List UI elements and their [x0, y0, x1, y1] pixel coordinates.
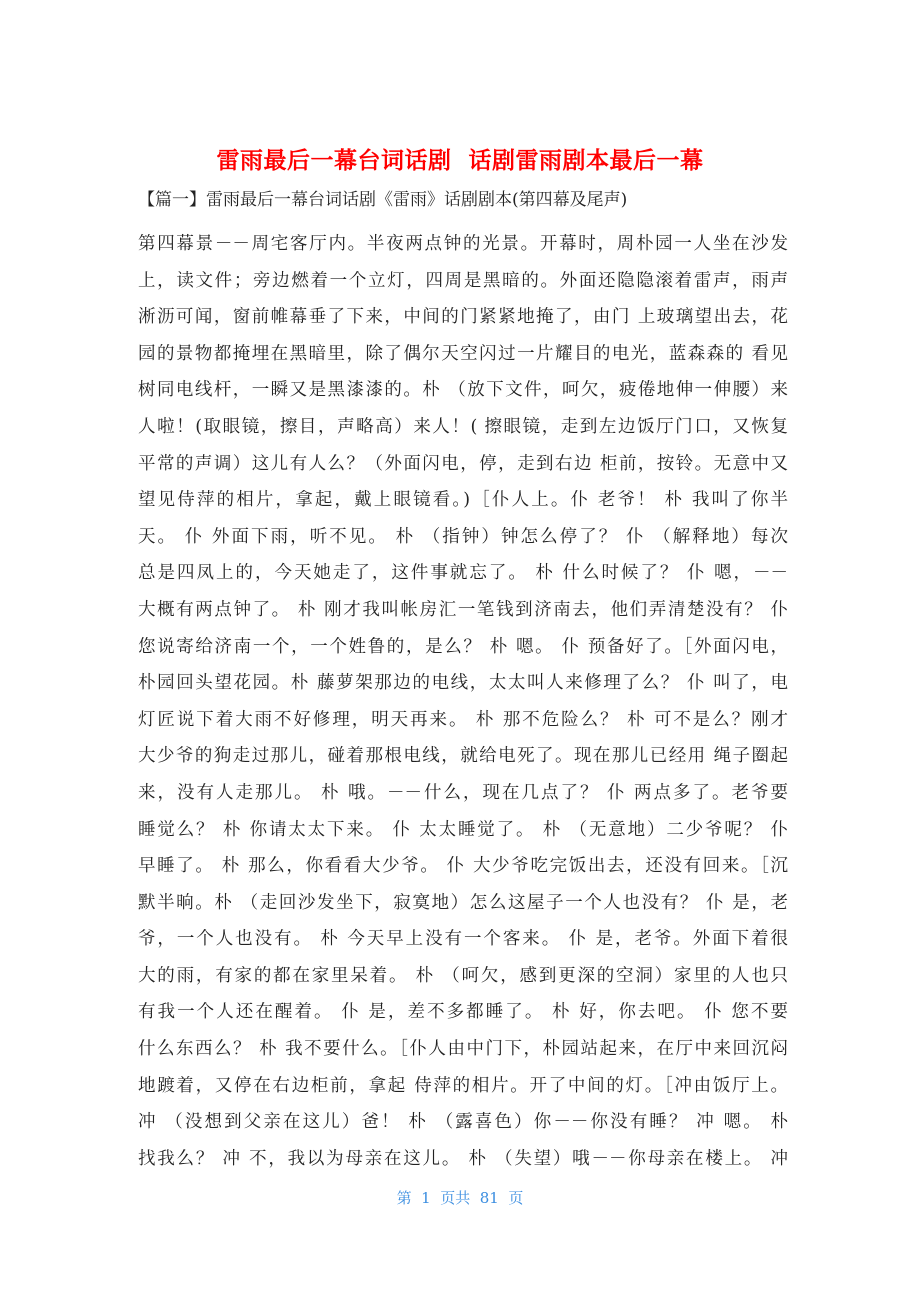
text-line: 地踱着，又停在右边柜前，拿起 侍萍的相片。开了中间的灯。［冲由饭厅上。: [138, 1075, 788, 1096]
text-line: 树同电线杆，一瞬又是黑漆漆的。朴 （放下文件，呵欠，疲倦地伸一伸腰）来: [138, 380, 788, 401]
text-line: 找我么？ 冲 不，我以为母亲在这儿。 朴 （失望）哦－－你母亲在楼上。 冲: [138, 1148, 788, 1169]
text-line: 总是四凤上的，今天她走了，这件事就忘了。 朴 什么时候了？ 仆 嗯，－－: [138, 563, 788, 584]
text-line: 第四幕景－－周宅客厅内。半夜两点钟的光景。开幕时，周朴园一人坐在沙发: [138, 234, 788, 254]
text-line: 淅沥可闻，窗前帷幕垂了下来，中间的门紧紧地掩了，由门 上玻璃望出去，花: [138, 307, 788, 328]
body-text: [138, 226, 788, 1177]
text-line: 睡觉么？ 朴 你请太太下来。 仆 太太睡觉了。 朴 （无意地）二少爷呢？ 仆: [138, 819, 788, 840]
text-line: 您说寄给济南一个，一个姓鲁的，是么？ 朴 嗯。 仆 预备好了。［外面闪电，: [138, 636, 788, 657]
document-title: 雷雨最后一幕台词话剧 话剧雷雨剧本最后一幕: [216, 148, 704, 174]
text-line: 来，没有人走那儿。 朴 哦。－－什么，现在几点了？ 仆 两点多了。老爷要: [138, 782, 788, 803]
page-number-footer: 第 1 页共 81 页: [396, 1189, 524, 1207]
text-line: 爷，一个人也没有。 朴 今天早上没有一个客来。 仆 是，老爷。外面下着很: [138, 929, 788, 950]
text-line: 灯匠说下着大雨不好修理，明天再来。 朴 那不危险么？ 朴 可不是么？刚才: [138, 709, 788, 730]
text-line: 大少爷的狗走过那儿，碰着那根电线，就给电死了。现在那儿已经用 绳子圈起: [138, 746, 788, 767]
text-line: 默半晌。朴 （走回沙发坐下，寂寞地）怎么这屋子一个人也没有？ 仆 是，老: [138, 892, 788, 913]
text-line: 天。 仆 外面下雨，听不见。 朴 （指钟）钟怎么停了？ 仆 （解释地）每次: [138, 526, 788, 547]
text-line: 冲 （没想到父亲在这儿）爸！ 朴 （露喜色）你－－你没有睡？ 冲 嗯。 朴: [138, 1112, 788, 1133]
text-line: 平常的声调）这儿有人么？（外面闪电，停，走到右边 柜前，按铃。无意中又: [138, 453, 788, 474]
text-line: 人啦！(取眼镜，擦目，声略高）来人！( 擦眼镜，走到左边饭厅门口，又恢复: [138, 416, 788, 437]
text-line: 望见侍萍的相片，拿起，戴上眼镜看。)［仆人上。仆 老爷！ 朴 我叫了你半: [138, 490, 788, 511]
text-line: 朴园回头望花园。朴 藤萝架那边的电线，太太叫人来修理了么？ 仆 叫了，电: [138, 673, 788, 694]
section-heading: 【篇一】雷雨最后一幕台词话剧《雷雨》话剧剧本(第四幕及尾声): [138, 190, 628, 210]
text-line: 大的雨，有家的都在家里呆着。 朴 （呵欠，感到更深的空洞）家里的人也只: [138, 965, 788, 986]
text-line: 园的景物都掩埋在黑暗里，除了偶尔天空闪过一片耀目的电光，蓝森森的 看见: [138, 343, 788, 364]
text-line: 什么东西么？ 朴 我不要什么。［仆人由中门下，朴园站起来，在厅中来回沉闷: [138, 1039, 788, 1060]
text-line: 早睡了。 朴 那么，你看看大少爷。 仆 大少爷吃完饭出去，还没有回来。［沉: [138, 856, 788, 877]
text-line: 大概有两点钟了。 朴 刚才我叫帐房汇一笔钱到济南去，他们弄清楚没有？ 仆: [138, 599, 788, 620]
text-line: 有我一个人还在醒着。 仆 是，差不多都睡了。 朴 好，你去吧。 仆 您不要: [138, 1002, 788, 1023]
text-line: 上，读文件；旁边燃着一个立灯，四周是黑暗的。外面还隐隐滚着雷声，雨声: [138, 270, 788, 291]
